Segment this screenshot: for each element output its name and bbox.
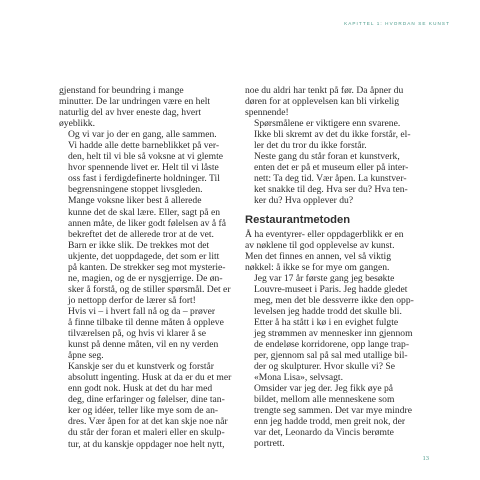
- text-line: kunst på denne måten, vil en ny verden: [68, 339, 219, 351]
- body-paragraph: [59, 361, 235, 449]
- text-line: «Mona Lisa», selvsagt.: [254, 372, 343, 384]
- text-line: Mange voksne liker best å allerede: [68, 195, 202, 207]
- text-line: begrensningene stoppet livsgleden.: [68, 184, 203, 196]
- text-line: annen måte, de liker godt følelsen av å få: [68, 217, 226, 229]
- text-line: Hvis vi – i hvert fall nå og da – prøver: [68, 305, 216, 317]
- text-line: ler det du tror du ikke forstår.: [254, 140, 367, 152]
- text-line: enn godt nok. Husk at det du har med: [68, 383, 213, 395]
- text-line: absolutt ingenting. Husk at da er du et mer: [68, 372, 232, 384]
- text-line: du står der foran et maleri eller en skulp-: [68, 427, 225, 439]
- text-line: bekreftet det de allerede tror at de vet.: [68, 228, 214, 240]
- body-paragraph: [245, 273, 421, 317]
- body-paragraph: [245, 118, 421, 151]
- text-line: bildet, mellom alle menneskene som: [254, 394, 395, 406]
- text-line: døren for at opplevelsen kan bli virkelig: [245, 96, 399, 108]
- text-line: Ikke bli skremt av det du ikke forstår, el-: [254, 129, 411, 141]
- text-line: Spørsmålene er viktigere enn svarene.: [254, 118, 401, 130]
- text-line: Å ha eventyrer- eller oppdagerblikk er en: [245, 228, 404, 240]
- body-paragraph: [59, 240, 235, 306]
- text-line: per, gjennom sal på sal med utallige bil-: [254, 350, 408, 362]
- text-line: Vi hadde alle dette barneblikket på ver-: [68, 140, 220, 152]
- text-line: portrett.: [254, 438, 285, 450]
- text-line: tilværelsen på, og hvis vi klarer å se: [68, 328, 207, 340]
- text-line: dres. Vær åpen for at det kan skje noe når: [68, 416, 228, 428]
- text-line: nett: Ta deg tid. Vær åpen. La kunstver-: [254, 173, 407, 185]
- text-line: meg, men det ble dessverre ikke den opp-: [254, 294, 414, 306]
- text-line: de endeløse korridorene, opp lange trap-: [254, 338, 410, 350]
- text-line: enten det er på et museum eller på inter-: [254, 162, 409, 174]
- text-line: tur, at du kanskje oppdager noe helt nytt,: [68, 438, 225, 450]
- right-text-column: [245, 85, 421, 449]
- text-line: jo nettopp derfor de lærer så fort!: [68, 294, 196, 306]
- text-line: ket snakke til deg. Hva ser du? Hva ten-: [254, 184, 408, 196]
- text-line: jeg strømmen av mennesker inn gjennom: [254, 327, 413, 339]
- text-line: ker du? Hva opplever du?: [254, 195, 354, 207]
- body-paragraph: [245, 317, 421, 383]
- text-line: Omsider var jeg der. Jeg fikk øye på: [254, 383, 394, 395]
- text-line: Barn er ikke slik. De trekkes mot det: [68, 239, 210, 251]
- text-line: der og skulpturer. Hvor skulle vi? Se: [254, 361, 395, 373]
- text-line: Neste gang du står foran et kunstverk,: [254, 151, 400, 163]
- body-paragraph: [245, 151, 421, 206]
- text-line: Etter å ha stått i kø i en evighet fulgte: [254, 316, 399, 328]
- text-line: nøkkel: å ikke se for mye om gangen.: [245, 261, 390, 273]
- text-line: spennende!: [245, 107, 289, 119]
- text-line: ker og idéer, teller like mye som de an-: [68, 405, 219, 417]
- body-paragraph: [59, 306, 235, 361]
- text-line: Og vi var jo der en gang, alle sammen.: [68, 129, 217, 141]
- body-paragraph: [245, 383, 421, 449]
- text-line: enn jeg hadde trodd, men greit nok, der: [254, 416, 406, 428]
- text-line: av nøklene til god opplevelse av kunst.: [245, 239, 395, 251]
- text-line: Men det finnes en annen, vel så viktig: [245, 250, 392, 262]
- text-line: kunne det de skal lære. Eller, sagt på en: [68, 206, 221, 218]
- page-number: 13: [422, 455, 429, 462]
- body-paragraph: [59, 195, 235, 239]
- text-line: deg, dine erfaringer og følelser, dine tan-: [68, 394, 225, 406]
- text-line: oss fast i ferdigdefinerte holdninger. Til: [68, 173, 220, 185]
- text-line: naturlig del av hver eneste dag, hvert: [59, 107, 201, 119]
- body-paragraph: [245, 229, 421, 273]
- text-line: den, helt til vi ble så voksne at vi glemte: [68, 151, 224, 163]
- text-line: ne, magien, og de er nysgjerrige. De øn-: [68, 272, 223, 284]
- text-line: Louvre-museet i Paris. Jeg hadde gledet: [254, 283, 408, 295]
- body-paragraph: [245, 85, 421, 118]
- text-line: trengte seg sammen. Det var mye mindre: [254, 405, 412, 417]
- text-line: noe du aldri har tenkt på før. Da åpner du: [245, 85, 404, 96]
- text-line: gjenstand for beundring i mange: [59, 85, 184, 96]
- text-line: var det, Leonardo da Vincis berømte: [254, 427, 394, 439]
- body-paragraph: [59, 129, 235, 195]
- left-text-column: [59, 85, 235, 450]
- text-line: å finne tilbake til denne måten å oppleve: [68, 316, 224, 328]
- body-paragraph: [59, 85, 235, 129]
- text-line: Jeg var 17 år første gang jeg besøkte: [254, 272, 395, 284]
- text-line: minutter. De lar undringen være en helt: [59, 96, 211, 108]
- running-head: KAPITTEL 1: HVORDAN SE KUNST: [344, 21, 450, 26]
- text-line: levelsen jeg hadde trodd det skulle bli.: [254, 305, 402, 317]
- text-line: øyeblikk.: [59, 118, 95, 130]
- text-line: åpne seg.: [68, 350, 104, 362]
- text-line: hvor spennende livet er. Helt til vi låste: [68, 162, 219, 174]
- text-line: sker å forstå, og de stiller spørsmål. Det er: [68, 283, 231, 295]
- text-line: ukjente, det uoppdagede, det som er litt: [68, 250, 220, 262]
- text-line: Kanskje ser du et kunstverk og forstår: [68, 361, 215, 373]
- text-line: på kanten. De strekker seg mot mysterie-: [68, 261, 226, 273]
- section-heading: Restaurantmetoden: [245, 213, 351, 226]
